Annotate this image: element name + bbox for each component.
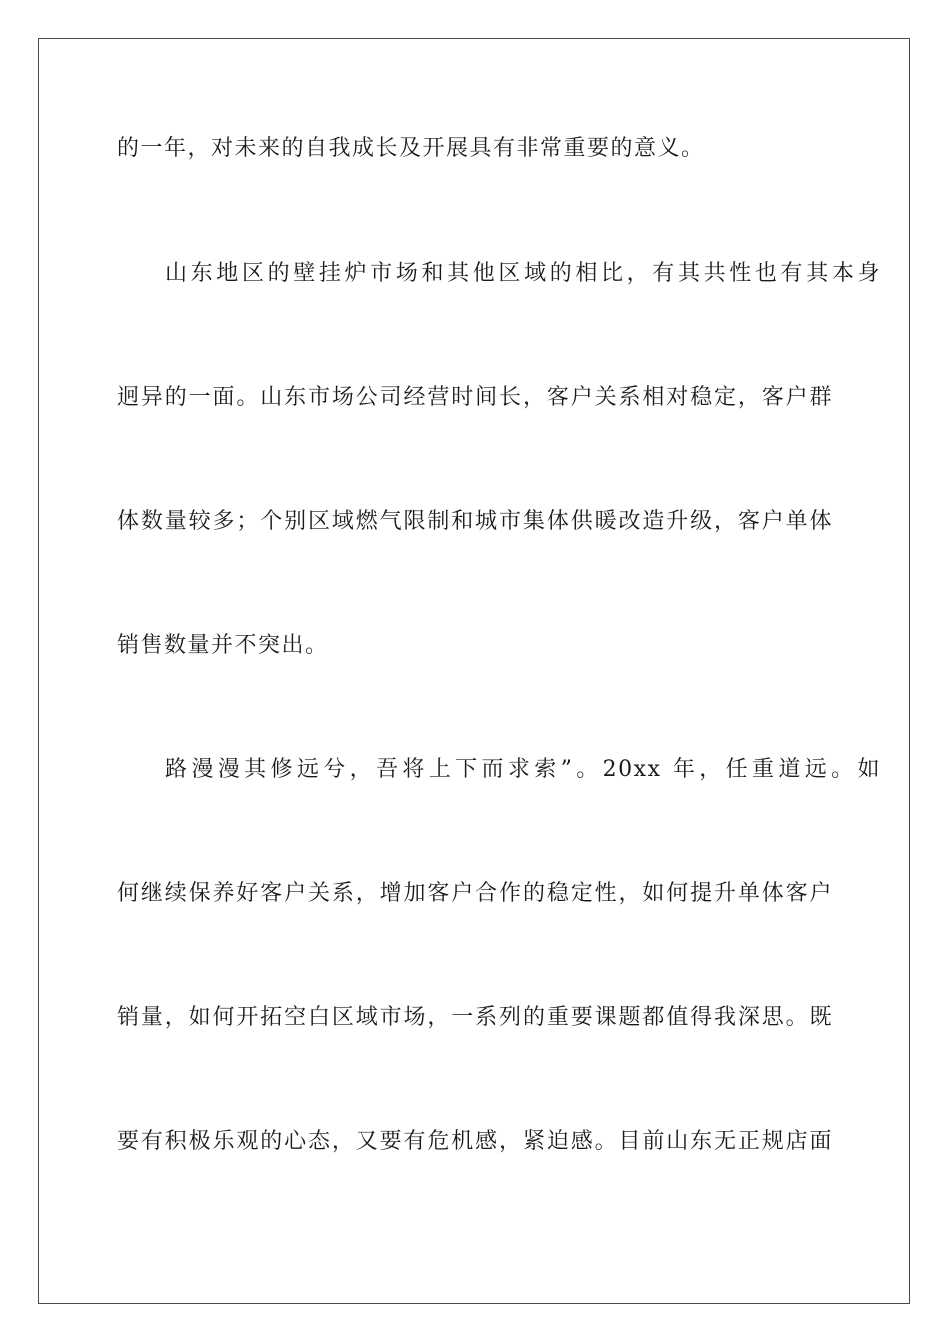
text-line-6: 路漫漫其修远兮，吾将上下而求索”。20xx 年，任重道远。如 (165, 757, 881, 782)
text-line-8: 销量，如何开拓空白区域市场，一系列的重要课题都值得我深思。既 (117, 1005, 833, 1030)
text-line-2: 山东地区的壁挂炉市场和其他区域的相比，有其共性也有其本身 (165, 261, 881, 286)
text-line-3: 迥异的一面。山东市场公司经营时间长，客户关系相对稳定，客户群 (117, 385, 833, 410)
page-border (38, 38, 910, 1304)
text-line-7: 何继续保养好客户关系，增加客户合作的稳定性，如何提升单体客户 (117, 881, 833, 906)
text-line-4: 体数量较多；个别区域燃气限制和城市集体供暖改造升级，客户单体 (117, 509, 833, 534)
text-line-1: 的一年，对未来的自我成长及开展具有非常重要的意义。 (117, 136, 705, 161)
text-line-9: 要有积极乐观的心态，又要有危机感，紧迫感。目前山东无正规店面 (117, 1129, 833, 1154)
text-line-5: 销售数量并不突出。 (117, 633, 329, 658)
